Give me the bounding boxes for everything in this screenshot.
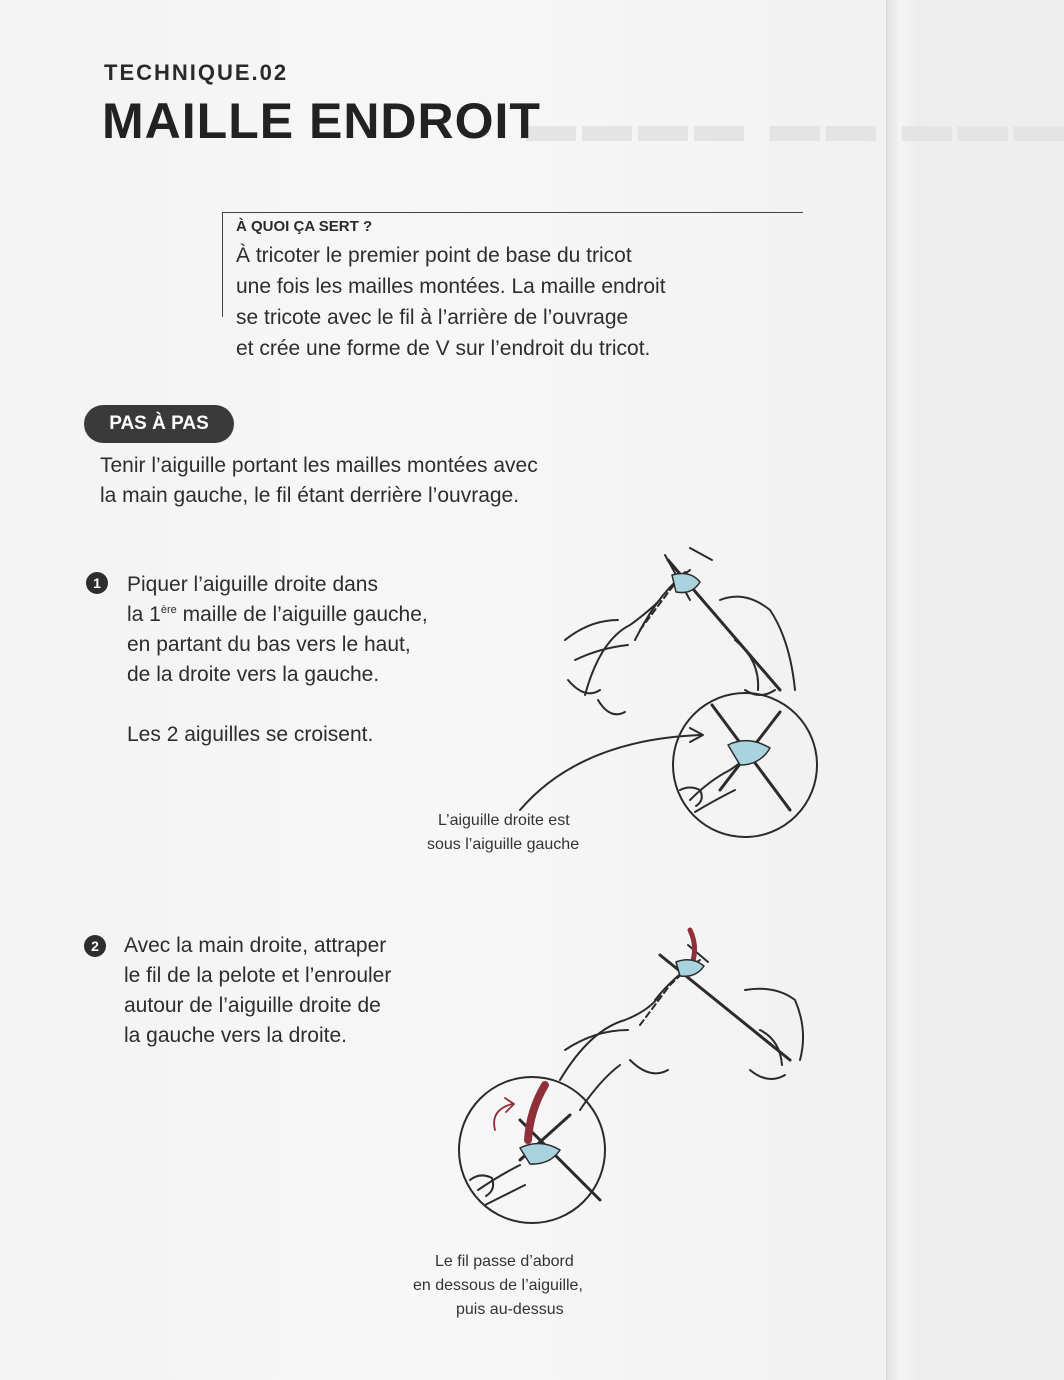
intro-line: la main gauche, le fil étant derrière l’ouvrage. (100, 484, 520, 507)
step-1-note: Les 2 aiguilles se croisent. (127, 723, 374, 746)
step-1-caption: sous l’aiguille gauche (427, 836, 580, 853)
step-1-line: Piquer l’aiguille droite dans (127, 573, 378, 596)
step-1-detail-loop (728, 741, 770, 765)
step-2-loop-highlight (676, 960, 704, 977)
step-1-caption: L’aiguille droite est (438, 812, 570, 829)
step-1-loop-highlight (672, 574, 700, 593)
step-2-caption: puis au-dessus (456, 1301, 564, 1318)
page-title: MAILLE ENDROIT (102, 93, 541, 149)
step-2-line: autour de l’aiguille droite de (124, 994, 381, 1017)
purpose-line: et crée une forme de V sur l’endroit du tricot. (236, 337, 651, 360)
step-2-line: Avec la main droite, attraper (124, 934, 387, 957)
step-1-line2-end: maille de l’aiguille gauche, (176, 603, 428, 626)
step-1-line2-start: la 1 (127, 603, 161, 626)
step-2-caption: en dessous de l’aiguille, (413, 1277, 583, 1294)
purpose-line: une fois les mailles montées. La maille endroit (236, 275, 666, 298)
step-2-caption: Le fil passe d’abord (435, 1253, 574, 1270)
intro-line: Tenir l’aiguille portant les mailles montées avec (100, 454, 538, 477)
technique-label: TECHNIQUE.02 (104, 60, 289, 85)
reverse-page-bleed: ▬▬▬ ▬▬ ▬▬▬▬ (520, 96, 1064, 152)
step-2-number: 2 (84, 935, 106, 957)
step-1-superscript: ère (160, 604, 177, 616)
purpose-line: À tricoter le premier point de base du tricot (236, 244, 632, 267)
step-2-line: la gauche vers la droite. (124, 1024, 347, 1047)
purpose-line: se tricote avec le fil à l’arrière de l’ouvrage (236, 306, 629, 329)
step-2-detail-yarn (528, 1085, 545, 1140)
steps-label-pill: PAS À PAS (84, 405, 234, 443)
step-2-line: le fil de la pelote et l’enrouler (124, 964, 392, 987)
step-2-detail-loop (520, 1143, 560, 1164)
step-1-line: en partant du bas vers le haut, (127, 633, 411, 656)
step-1-detail-illustration (680, 705, 790, 812)
purpose-heading: À QUOI ÇA SERT ? (236, 218, 373, 235)
step-1-line: de la droite vers la gauche. (127, 663, 380, 686)
step-1-number: 1 (86, 572, 108, 594)
